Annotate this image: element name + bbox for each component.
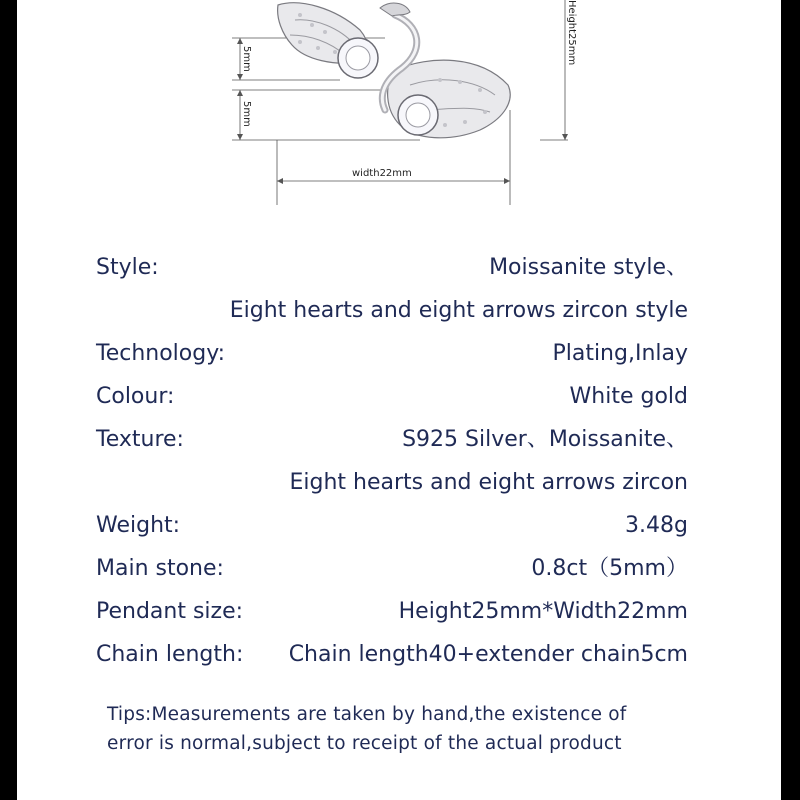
colour-value: White gold <box>569 384 688 409</box>
stone-upper-dimension: 5mm <box>241 46 252 72</box>
height-dimension: Height25mm <box>566 0 577 66</box>
main-stone-value: 0.8ct（5mm） <box>531 556 688 581</box>
measurement-tips <box>107 700 626 758</box>
texture-value-2: Eight hearts and eight arrows zircon <box>289 470 688 495</box>
tips-line-2: error is normal,subject to receipt of the actual product <box>107 733 622 754</box>
stone-lower-dimension: 5mm <box>241 101 252 127</box>
style-value-1: Moissanite style、 <box>489 255 688 280</box>
texture-label: Texture: <box>96 427 184 452</box>
colour-label: Colour: <box>96 384 175 409</box>
chain-length-value: Chain length40+extender chain5cm <box>288 642 688 667</box>
weight-label: Weight: <box>96 513 181 538</box>
style-label: Style: <box>96 255 159 280</box>
tips-line-1: Tips:Measurements are taken by hand,the existence of <box>107 704 627 725</box>
texture-value-1: S925 Silver、Moissanite、 <box>402 427 688 452</box>
swan-pendant-illustration <box>278 3 511 138</box>
style-value-2: Eight hearts and eight arrows zircon style <box>229 298 688 323</box>
weight-value: 3.48g <box>625 513 688 538</box>
chain-length-label: Chain length: <box>96 642 244 667</box>
technology-label: Technology: <box>96 341 226 366</box>
technology-value: Plating,Inlay <box>552 341 688 366</box>
pendant-size-value: Height25mm*Width22mm <box>398 599 688 624</box>
pendant-size-label: Pendant size: <box>96 599 244 624</box>
pendant-dimension-diagram <box>0 0 800 215</box>
width-dimension: width22mm <box>352 168 412 179</box>
main-stone-label: Main stone: <box>96 556 224 581</box>
